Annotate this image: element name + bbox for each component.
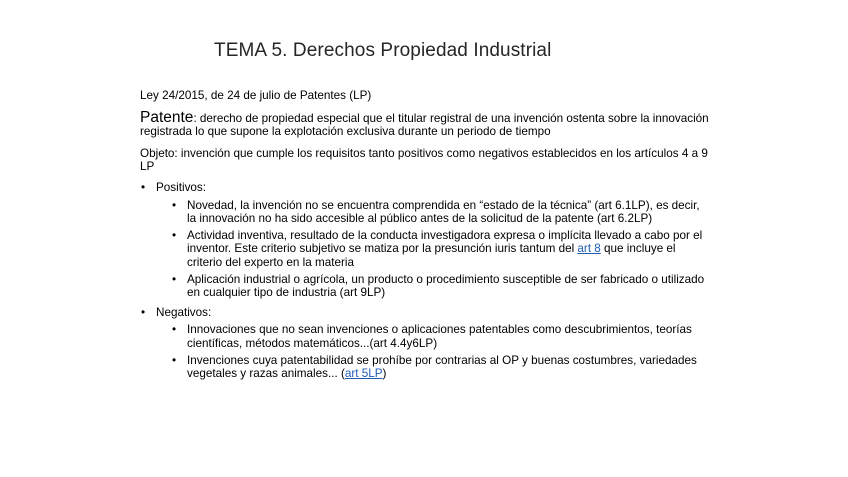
negativos-group (140, 306, 710, 320)
list-item-text: Innovaciones que no sean invenciones o aplicaciones patentables como descubrimientos, teorías científicas, métodos matemáticos...(art 4.4y6LP) (187, 323, 692, 350)
list-item-text: Actividad inventiva, resultado de la conducta investigadora expresa o implícita llevado a cabo por el inventor. Este criterio subjetivo se matiza por la presunción iuris tantum del (187, 228, 703, 256)
bullet-icon: • (172, 323, 177, 337)
art-8-link[interactable]: art 8 (577, 242, 601, 256)
bullet-icon: • (172, 198, 177, 212)
bullet-icon: • (141, 305, 146, 319)
patente-term: Patente (140, 108, 194, 126)
positivos-list (172, 199, 710, 300)
list-item-text: Aplicación industrial o agrícola, un producto o procedimiento susceptible de ser fabricado o utilizado en cualquier tipo de industria (art 9LP) (187, 272, 705, 300)
negativos-heading: Negativos: (156, 305, 212, 319)
bullet-icon: • (172, 272, 177, 286)
slide-body (140, 89, 710, 387)
list-item-prohibidas (172, 354, 710, 381)
objeto-paragraph: Objeto: invención que cumple los requisitos tanto positivos como negativos establecidos en los artículos 4 a 9 LP (140, 146, 708, 174)
list-item-aplicacion-industrial (172, 273, 710, 300)
list-item-novedad (172, 199, 710, 226)
list-item-innovaciones (172, 323, 710, 350)
art-5lp-link[interactable]: art 5LP (344, 367, 383, 381)
positivos-group (140, 181, 710, 195)
negativos-list (172, 323, 710, 380)
list-item-text: que incluye el criterio del experto en la materia (187, 242, 676, 269)
slide-title: TEMA 5. Derechos Propiedad Industrial (214, 40, 552, 61)
list-item-text: Invenciones cuya patentabilidad se prohíbe por contrarias al OP y buenas costumbres, variedades vegetales y razas animales... ( (187, 353, 697, 381)
patente-definition (140, 108, 710, 139)
bullet-icon: • (141, 180, 146, 194)
bullet-icon: • (172, 228, 177, 242)
bullet-icon: • (172, 353, 177, 367)
positivos-heading: Positivos: (156, 180, 207, 194)
law-reference: Ley 24/2015, de 24 de julio de Patentes (LP) (140, 89, 372, 102)
list-item-text: Novedad, la invención no se encuentra comprendida en “estado de la técnica” (art 6.1LP), es decir, la innovación no ha sido accesible al público antes de la solicitud de la patente (art 6.2LP) (187, 198, 700, 226)
list-item-text: ) (382, 367, 387, 381)
patente-definition-text: : derecho de propiedad especial que el titular registral de una invención ostenta sobre la innovación registrada lo que supone la explotación exclusiva durante un periodo de tiempo (140, 111, 709, 139)
list-item-actividad-inventiva (172, 229, 710, 270)
